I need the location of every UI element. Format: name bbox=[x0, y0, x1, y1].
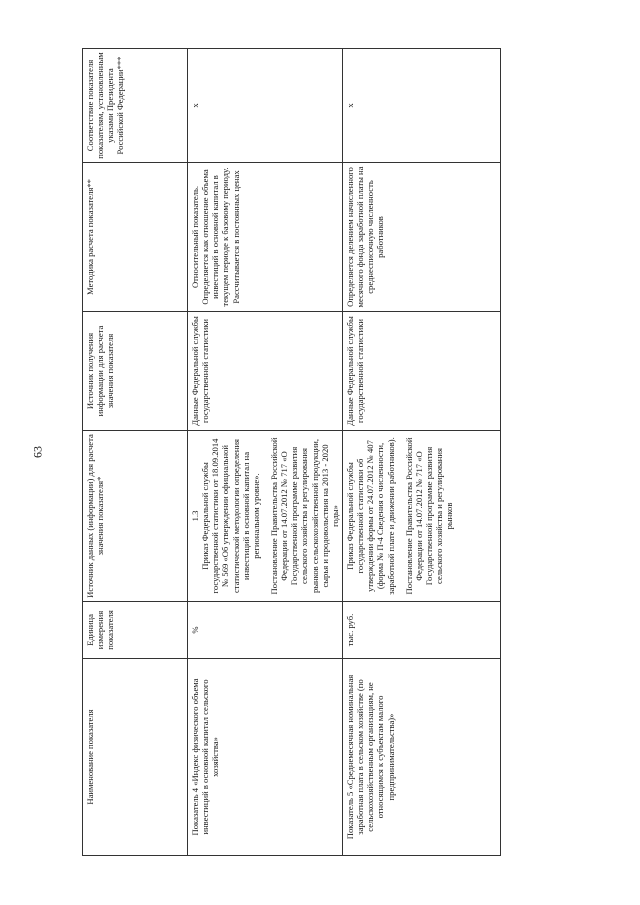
header-row bbox=[83, 49, 188, 856]
header-calc-method: Методика расчета показателя** bbox=[83, 163, 188, 312]
unit-cell: тыс. руб. bbox=[342, 602, 500, 659]
page-number: 63 bbox=[30, 446, 45, 458]
header-decree-match: Соответствие показателя показателям, установленным указами Президента Российской Федерации*** bbox=[83, 49, 188, 163]
source-paragraph: Постановление Правительства Российской Федерации от 14.07.2012 № 717 «О Государственной программе развития сельского хозяйства и регулирования рынков сельскохозяйственной продукции, сырья и продовольствия на 2013 - 2020 годы» bbox=[268, 437, 340, 595]
source-paragraph: Постановление Правительства Российской Федерации от 14.07.2012 № 717 «О Государственной программе развития сельского хозяйства и регулирования рынков bbox=[403, 437, 455, 595]
header-unit: Единица измерения показателя bbox=[83, 602, 188, 659]
source-index: 1.3 bbox=[190, 510, 200, 522]
calc-method-cell: Определяется делением начисленного месячного фонда заработной платы на среднесписочную численность работников bbox=[342, 163, 500, 312]
header-info-origin: Источник получения информации для расчета значения показателя bbox=[83, 312, 188, 431]
source-paragraph: Приказ Федеральной службы государственной статистики об утверждении формы от 24.07.2012 № 407 (форма № П-4 Сведения о численности, заработной плате и движении работников). bbox=[344, 437, 396, 595]
rotated-table-frame bbox=[82, 49, 458, 856]
decree-match-cell: х bbox=[188, 49, 343, 163]
header-data-source: Источник данных (информации) для расчета значения показателя* bbox=[83, 431, 188, 602]
indicator-name-cell: Показатель 5 «Среднемесячная номинальная заработная плата в сельском хозяйстве (по сельскохозяйственным организациям, не относящимся к субъектам малого предпринимательства)» bbox=[342, 659, 500, 856]
info-origin-cell: Данные Федеральной службы государственной статистики bbox=[342, 312, 500, 431]
header-indicator-name: Наименование показателя bbox=[83, 659, 188, 856]
info-origin-cell: Данные Федеральной службы государственной статистики bbox=[188, 312, 343, 431]
calc-method-cell: Относительный показатель. Определяется как отношение объема инвестиций в основной капитал в текущем периоде к базовому периоду. Рассчитывается в постоянных ценах bbox=[188, 163, 343, 312]
table-row bbox=[188, 49, 343, 856]
table-row bbox=[342, 49, 500, 856]
indicator-name-cell: Показатель 4 «Индекс физического объема инвестиций в основной капитал сельского хозяйства» bbox=[188, 659, 343, 856]
unit-cell: % bbox=[188, 602, 343, 659]
indicator-table bbox=[82, 48, 501, 856]
decree-match-cell: х bbox=[342, 49, 500, 163]
indicator-table-container bbox=[82, 49, 458, 856]
source-paragraph: Приказ Федеральной службы государственной статистики от 18.09.2014 № 569 «Об утверждении официальной статистической методологии определения инвестиций в основной капитал на региональном уровне». bbox=[200, 438, 261, 594]
data-source-cell bbox=[342, 431, 500, 602]
data-source-cell bbox=[188, 431, 343, 602]
